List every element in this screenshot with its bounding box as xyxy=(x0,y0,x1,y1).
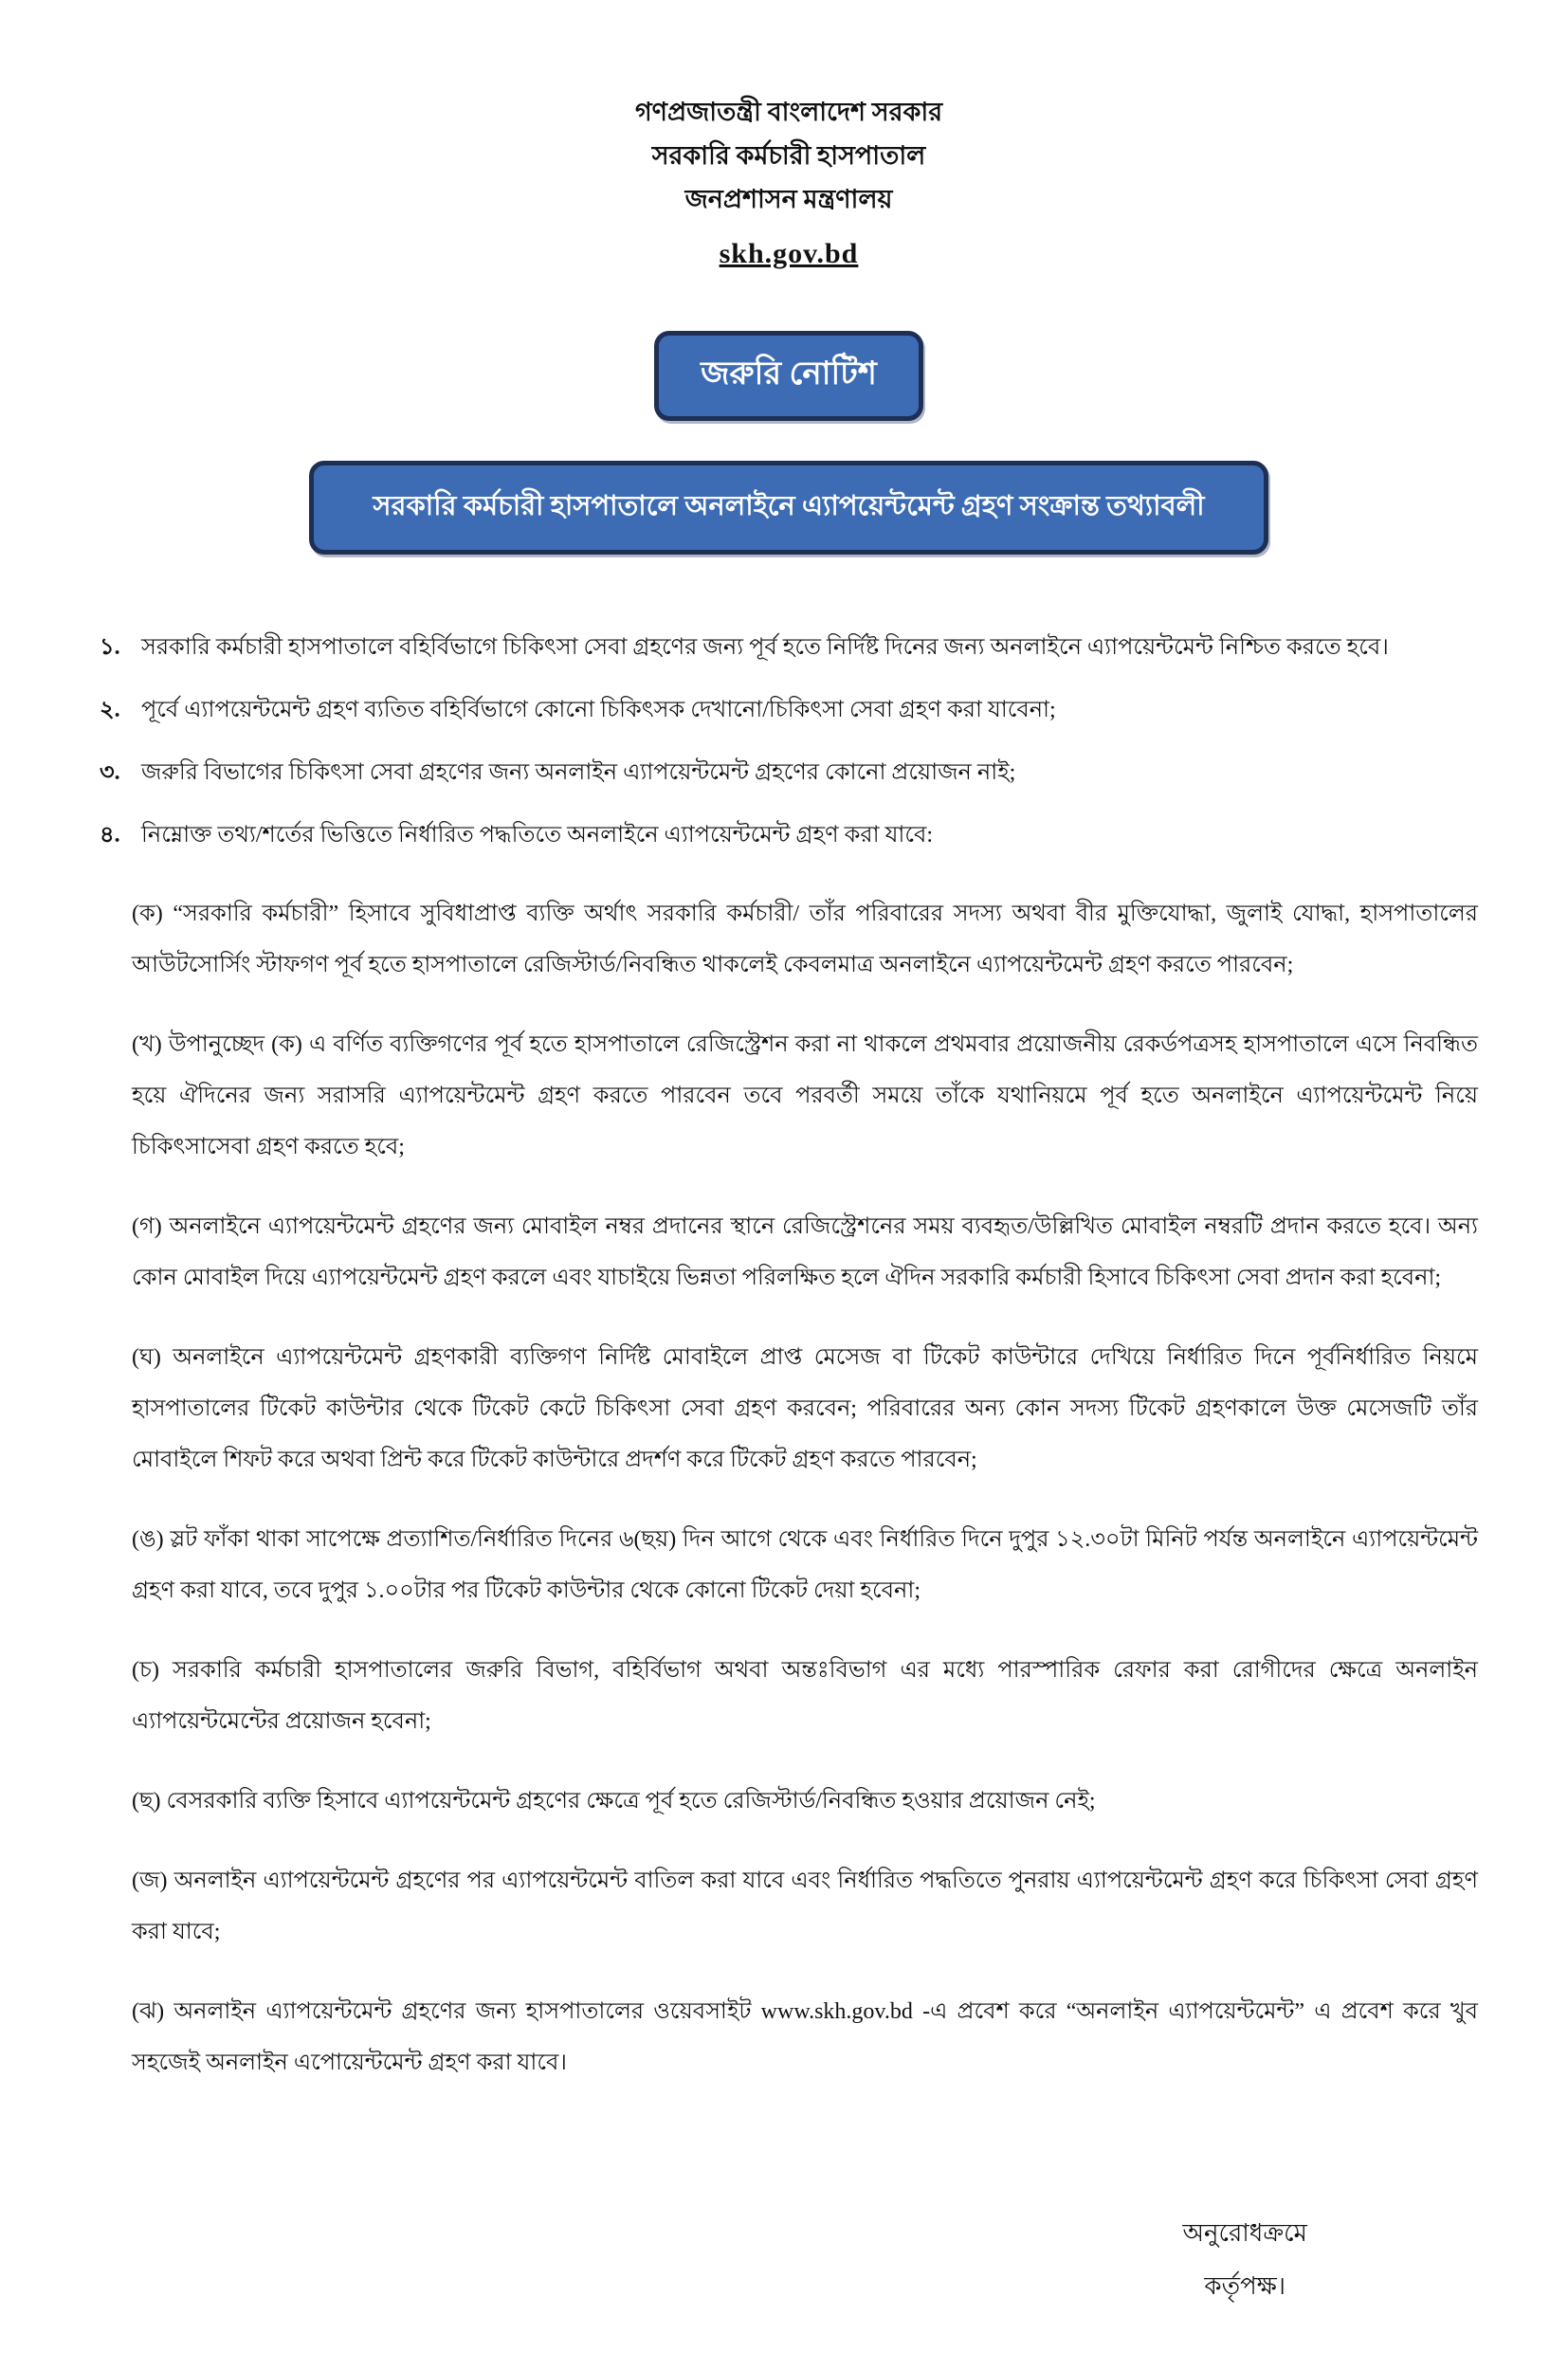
signature-line-by-request: অনুরোধক্রমে xyxy=(1182,2219,1307,2247)
sub-clause-text: সরকারি কর্মচারী হাসপাতালের জরুরি বিভাগ, বহির্বিভাগ অথবা অন্তঃবিভাগ এর মধ্যে পারস্পারিক রেফার করা রোগীদের ক্ষেত্রে অনলাইন এ্যাপয়েন্টমেন্টের প্রয়োজন হবেনা; xyxy=(132,1658,1479,1734)
sub-clause-list xyxy=(100,888,1478,2088)
sub-clause xyxy=(132,1855,1478,1958)
ministry-name: জনপ্রশাসন মন্ত্রণালয় xyxy=(684,185,893,213)
sub-clause-marker: (খ) xyxy=(132,1032,162,1057)
list-item xyxy=(100,748,1478,797)
sub-clause-text: অনলাইনে এ্যাপয়েন্টমেন্ট গ্রহণের জন্য মোবাইল নম্বর প্রদানের স্থানে রেজিস্ট্রেশনের সময় ব্যবহৃত/উল্লিখিত মোবাইল নম্বরটি প্রদান করতে হবে। অন্য কোন মোবাইল দিয়ে এ্যাপয়েন্টমেন্ট গ্রহণ করলে এবং যাচাইয়ে ভিন্নতা পরিলক্ষিত হলে ঐদিন সরকারি কর্মচারী হিসাবে চিকিৎসা সেবা প্রদান করা হবেনা; xyxy=(132,1214,1479,1290)
list-item xyxy=(100,811,1478,860)
title-banner-wrap xyxy=(100,461,1478,555)
sub-clause-text: অনলাইন এ্যাপয়েন্টমেন্ট গ্রহণের জন্য হাসপাতালের ওয়েবসাইট www.skh.gov.bd -এ প্রবেশ করে “অনলাইন এ্যাপয়েন্টমেন্ট” এ প্রবেশ করে খুব সহজেই অনলাইন এপোয়েন্টমেন্ট গ্রহণ করা যাবে। xyxy=(132,1999,1478,2075)
item-number: ৩. xyxy=(100,760,120,785)
title-banner: সরকারি কর্মচারী হাসপাতালে অনলাইনে এ্যাপয়েন্টমেন্ট গ্রহণ সংক্রান্ত তথ্যাবলী xyxy=(309,461,1268,555)
list-item xyxy=(100,685,1478,735)
hospital-name: সরকারি কর্মচারী হাসপাতাল xyxy=(651,141,926,170)
sub-clause xyxy=(132,1332,1478,1486)
item-text: নিম্নোক্ত তথ্য/শর্তের ভিত্তিতে নির্ধারিত পদ্ধতিতে অনলাইনে এ্যাপয়েন্টমেন্ট গ্রহণ করা যাবে: xyxy=(141,823,934,848)
instruction-list xyxy=(100,623,1478,2088)
sub-clause xyxy=(132,888,1478,991)
sub-clause-text: স্লট ফাঁকা থাকা সাপেক্ষে প্রত্যাশিত/নির্ধারিত দিনের ৬(ছয়) দিন আগে থেকে এবং নির্ধারিত দিনে দুপুর ১২.৩০টা মিনিট পর্যন্ত অনলাইনে এ্যাপয়েন্টমেন্ট গ্রহণ করা যাবে, তবে দুপুর ১.০০টার পর টিকেট কাউন্টার থেকে কোনো টিকেট দেয়া হবেনা; xyxy=(132,1527,1479,1603)
sub-clause-text: বেসরকারি ব্যক্তি হিসাবে এ্যাপয়েন্টমেন্ট গ্রহণের ক্ষেত্রে পূর্ব হতে রেজিস্টার্ড/নিবন্ধিত হওয়ার প্রয়োজন নেই; xyxy=(166,1789,1096,1814)
sub-clause xyxy=(132,1019,1478,1173)
item-text: সরকারি কর্মচারী হাসপাতালে বহির্বিভাগে চিকিৎসা সেবা গ্রহণের জন্য পূর্ব হতে নির্দিষ্ট দিনের জন্য অনলাইনে এ্যাপয়েন্টমেন্ট নিশ্চিত করতে হবে। xyxy=(141,635,1389,660)
item-number: ১. xyxy=(100,635,120,660)
urgent-notice-badge: জরুরি নোটিশ xyxy=(654,331,923,421)
item-text: পূর্বে এ্যাপয়েন্টমেন্ট গ্রহণ ব্যতিত বহির্বিভাগে কোনো চিকিৎসক দেখানো/চিকিৎসা সেবা গ্রহণ করা যাবেনা; xyxy=(141,698,1056,722)
sub-clause xyxy=(132,1986,1478,2088)
sub-clause-text: “সরকারি কর্মচারী” হিসাবে সুবিধাপ্রাপ্ত ব্যক্তি অর্থাৎ সরকারি কর্মচারী/ তাঁর পরিবারের সদস্য অথবা বীর মুক্তিযোদ্ধা, জুলাই যোদ্ধা, হাসপাতালের আউটসোর্সিং স্টাফগণ পূর্ব হতে হাসপাতালে রেজিস্টার্ড/নিবন্ধিত থাকলেই কেবলমাত্র অনলাইনে এ্যাপয়েন্টমেন্ট গ্রহণ করতে পারবেন; xyxy=(132,902,1479,977)
sub-clause-marker: (ছ) xyxy=(132,1789,161,1814)
sub-clause-marker: (ঝ) xyxy=(132,1999,165,2024)
sub-clause-text: অনলাইনে এ্যাপয়েন্টমেন্ট গ্রহণকারী ব্যক্তিগণ নির্দিষ্ট মোবাইলে প্রাপ্ত মেসেজ বা টিকেট কাউন্টারে দেখিয়ে নির্ধারিত দিনে পূর্বনির্ধারিত নিয়মে হাসপাতালের টিকেট কাউন্টার থেকে টিকেট কেটে চিকিৎসা সেবা গ্রহণ করবেন; পরিবারের অন্য কোন সদস্য টিকেট গ্রহণকালে উক্ত মেসেজটি তাঁর মোবাইলে শিফট করে অথবা প্রিন্ট করে টিকেট কাউন্টারে প্রদর্শণ করে টিকেট গ্রহণ করতে পারবেন; xyxy=(132,1345,1478,1472)
signature-line-authority: কর্তৃপক্ষ। xyxy=(1204,2272,1286,2300)
sub-clause-marker: (চ) xyxy=(132,1658,159,1683)
sub-clause-text: অনলাইন এ্যাপয়েন্টমেন্ট গ্রহণের পর এ্যাপয়েন্টমেন্ট বাতিল করা যাবে এবং নির্ধারিত পদ্ধতিতে পুনরায় এ্যাপয়েন্টমেন্ট গ্রহণ করে চিকিৎসা সেবা গ্রহণ করা যাবে; xyxy=(132,1869,1479,1944)
sub-clause xyxy=(132,1776,1478,1827)
sub-clause xyxy=(132,1514,1478,1616)
item-text: জরুরি বিভাগের চিকিৎসা সেবা গ্রহণের জন্য অনলাইন এ্যাপয়েন্টমেন্ট গ্রহণের কোনো প্রয়োজন নাই; xyxy=(141,760,1016,785)
item-number: ২. xyxy=(100,698,120,722)
sub-clause xyxy=(132,1201,1478,1304)
sub-clause-marker: (ঘ) xyxy=(132,1345,161,1370)
sub-clause xyxy=(132,1645,1478,1747)
list-item xyxy=(100,623,1478,672)
sub-clause-marker: (ক) xyxy=(132,902,163,926)
sub-clause-text: উপানুচ্ছেদ (ক) এ বর্ণিত ব্যক্তিগণের পূর্ব হতে হাসপাতালে রেজিস্ট্রেশন করা না থাকলে প্রথমবার প্রয়োজনীয় রেকর্ডপত্রসহ হাসপাতালে এসে নিবন্ধিত হয়ে ঐদিনের জন্য সরাসরি এ্যাপয়েন্টমেন্ট গ্রহণ করতে পারবেন তবে পরবর্তী সময়ে তাঁকে যথানিয়মে পূর্ব হতে অনলাইনে এ্যাপয়েন্টমেন্ট নিয়ে চিকিৎসাসেবা গ্রহণ করতে হবে; xyxy=(132,1032,1479,1159)
letterhead xyxy=(100,90,1478,276)
signature-block xyxy=(100,2207,1478,2313)
item-number: ৪. xyxy=(100,823,120,848)
website-link[interactable]: skh.gov.bd xyxy=(719,238,859,269)
sub-clause-marker: (গ) xyxy=(132,1214,162,1239)
sub-clause-marker: (ঙ) xyxy=(132,1527,164,1552)
urgent-notice-badge-wrap xyxy=(100,331,1478,421)
sub-clause-marker: (জ) xyxy=(132,1869,168,1893)
government-name: গণপ্রজাতন্ত্রী বাংলাদেশ সরকার xyxy=(634,98,943,126)
signature-inner xyxy=(1182,2207,1307,2313)
